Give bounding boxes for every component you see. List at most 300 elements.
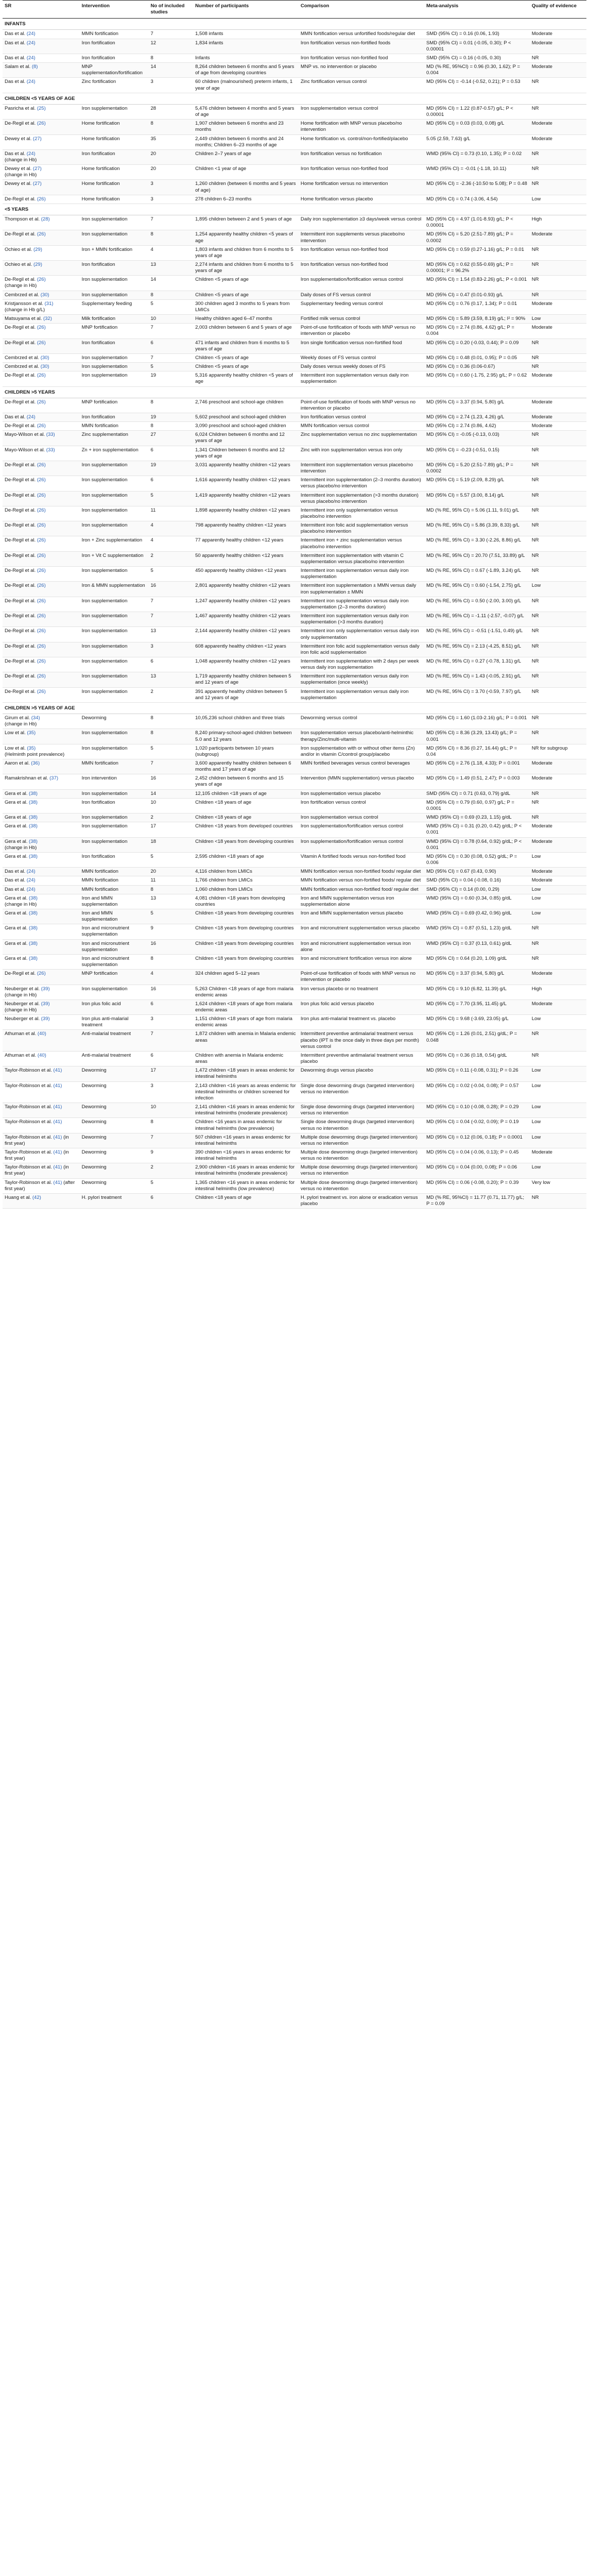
reference-link[interactable]: (33) [46, 447, 55, 453]
cell-quality: NR [530, 506, 586, 521]
cell-intervention: Iron fortification [80, 149, 149, 164]
cell-comparison: Iron plus anti-malarial treatment vs. placebo [299, 1015, 424, 1030]
cell-meta-analysis: SMD (95% CI) = 0.04 (-0.08, 0.16) [424, 876, 530, 885]
reference-link[interactable]: (38) [29, 823, 38, 829]
cell-intervention: MMN fortification [80, 30, 149, 39]
reference-link[interactable]: (41) [53, 1149, 62, 1155]
cell-sr: Salam et al. (8) [3, 63, 80, 78]
cell-comparison: Single dose deworming drugs (targeted intervention) versus no intervention [299, 1081, 424, 1103]
cell-included-studies: 14 [149, 276, 194, 291]
cell-participants: Healthy children aged 6–47 months [193, 315, 299, 324]
reference-link[interactable]: (24) [26, 55, 36, 61]
table-row [3, 939, 586, 954]
table-row [3, 413, 586, 421]
cell-participants: 390 children <16 years in areas endemic for intestinal helminths [193, 1148, 299, 1163]
cell-included-studies: 3 [149, 180, 194, 195]
cell-quality: NR [530, 687, 586, 702]
table-row [3, 245, 586, 260]
cell-included-studies: 6 [149, 1193, 194, 1208]
cell-meta-analysis: SMD (95% CI) = 0.16 (-0.05, 0.30) [424, 54, 530, 62]
cell-comparison: Intermittent iron supplementation versus daily iron supplementation [299, 687, 424, 702]
reference-link[interactable]: (40) [37, 1031, 46, 1037]
cell-intervention: Iron supplementation [80, 837, 149, 852]
reference-link[interactable]: (28) [41, 216, 50, 223]
cell-sr: De-Regil et al. (26) [3, 970, 80, 985]
table-row [3, 567, 586, 582]
cell-quality: Moderate [530, 868, 586, 876]
reference-link[interactable]: (24) [26, 886, 36, 892]
reference-link[interactable]: (41) [53, 1179, 62, 1185]
cell-participants: 450 apparently healthy children <12 years [193, 567, 299, 582]
cell-comparison: MMN fortification versus unfortified foods/regular diet [299, 30, 424, 39]
cell-sr: De-Regil et al. (26) [3, 687, 80, 702]
cell-quality: NR [530, 612, 586, 627]
cell-included-studies: 4 [149, 536, 194, 551]
cell-quality: Low [530, 582, 586, 597]
cell-participants: 2,274 infants and children from 6 months to 5 years of age [193, 261, 299, 276]
reference-link[interactable]: (38) [29, 838, 38, 844]
table-row [3, 1118, 586, 1133]
cell-sr: Das et al. (24) [3, 876, 80, 885]
cell-comparison: Vitamin A fortified foods versus non-fortified food [299, 852, 424, 867]
cell-comparison: Intervention (MMN supplementation) versus placebo [299, 774, 424, 789]
cell-participants: 60 children (malnourished) preterm infants, 1 year of age [193, 78, 299, 93]
reference-link[interactable]: (26) [37, 477, 46, 483]
cell-participants: Children <18 years from developing countries [193, 924, 299, 939]
cell-quality: High [530, 215, 586, 230]
cell-comparison: Iron supplementation versus control [299, 814, 424, 822]
reference-link[interactable]: (38) [29, 925, 38, 931]
cell-meta-analysis: MD (95% CI) = 0.36 (0.06-0.67) [424, 363, 530, 371]
cell-included-studies: 8 [149, 120, 194, 134]
cell-sr: Matsuyama et al. (32) [3, 315, 80, 324]
reference-link[interactable]: (26) [37, 658, 46, 664]
cell-meta-analysis: MD (95% CI) = 1.22 (0.87-0.57) g/L; P < 0.00001 [424, 104, 530, 119]
cell-comparison: Iron fortification versus control [299, 798, 424, 813]
table-row [3, 120, 586, 134]
cell-sr: De-Regil et al. (26) [3, 324, 80, 338]
reference-link[interactable]: (26) [37, 121, 46, 127]
reference-link[interactable]: (26) [37, 552, 46, 558]
cell-included-studies: 16 [149, 939, 194, 954]
reference-link[interactable]: (26) [37, 522, 46, 529]
cell-intervention: Home fortification [80, 134, 149, 149]
reference-link[interactable]: (26) [37, 613, 46, 619]
reference-link[interactable]: (38) [29, 955, 38, 961]
cell-comparison: Zinc with iron supplementation versus iron only [299, 446, 424, 461]
cell-participants: 1,419 apparently healthy children <12 years [193, 491, 299, 506]
cell-included-studies: 6 [149, 446, 194, 461]
cell-included-studies: 14 [149, 63, 194, 78]
cell-participants: 798 apparently healthy children <12 years [193, 521, 299, 536]
cell-quality: Moderate [530, 876, 586, 885]
reference-link[interactable]: (8) [31, 64, 38, 70]
reference-link[interactable]: (39) [41, 1016, 50, 1022]
reference-link[interactable]: (26) [37, 399, 46, 405]
table-row [3, 885, 586, 894]
table-row [3, 798, 586, 813]
cell-comparison: Iron supplementation/fortification versus control [299, 837, 424, 852]
table-row [3, 876, 586, 885]
cell-sr: Gera et al. (38) [3, 909, 80, 924]
reference-link[interactable]: (26) [37, 372, 46, 379]
cell-intervention: Iron supplementation [80, 789, 149, 798]
cell-quality: NR [530, 954, 586, 969]
cell-comparison: Zinc fortification versus control [299, 78, 424, 93]
cell-participants: 1,803 infants and children from 6 months to 5 years of age [193, 245, 299, 260]
cell-comparison: Iron and micronutrient fortification versus iron alone [299, 954, 424, 969]
cell-intervention: Iron supplementation [80, 506, 149, 521]
cell-participants: 5,476 children between 4 months and 5 years of age [193, 104, 299, 119]
evidence-table [3, 0, 586, 1209]
cell-included-studies: 2 [149, 687, 194, 702]
cell-meta-analysis: MD (% RE, 95% CI) = 3.70 (-0.59, 7.97) g/L [424, 687, 530, 702]
cell-quality: Very low [530, 1178, 586, 1193]
header-intervention: Intervention [80, 1, 149, 19]
cell-quality: Moderate [530, 837, 586, 852]
cell-participants: Children <18 years of age [193, 814, 299, 822]
table-row [3, 476, 586, 491]
cell-participants: 2,452 children between 6 months and 15 years of age [193, 774, 299, 789]
cell-meta-analysis: MD (95% CI) = 0.79 (0.60, 0.97) g/L; P = 0.0001 [424, 798, 530, 813]
cell-comparison: Intermittent iron folic acid supplementation versus placebo/no intervention [299, 521, 424, 536]
cell-meta-analysis: MD (95% CI) = 5.19 (2.09, 8.29) g/L [424, 476, 530, 491]
cell-quality: Moderate [530, 1148, 586, 1163]
cell-participants: 1,508 infants [193, 30, 299, 39]
reference-link[interactable]: (41) [53, 1119, 62, 1125]
cell-intervention: Iron supplementation [80, 814, 149, 822]
reference-link[interactable]: (32) [43, 316, 52, 322]
cell-quality: Low [530, 1118, 586, 1133]
reference-link[interactable]: (26) [37, 673, 46, 680]
cell-comparison: Home fortification vs. control/non-fortified/placebo [299, 134, 424, 149]
reference-link[interactable]: (41) [53, 1164, 62, 1171]
cell-meta-analysis: MD (95% CI) = 0.64 (0.20, 1.09) g/dL [424, 954, 530, 969]
cell-meta-analysis: MD (95% CI) = 1.60 (1.03-2.16) g/L; P = 0.001 [424, 714, 530, 729]
table-row [3, 521, 586, 536]
reference-link[interactable]: (41) [53, 1082, 62, 1089]
table-row [3, 657, 586, 672]
cell-quality: NR [530, 461, 586, 476]
reference-link[interactable]: (41) [53, 1104, 62, 1110]
reference-link[interactable]: (38) [29, 940, 38, 946]
reference-link[interactable]: (24) [26, 414, 36, 420]
reference-link[interactable]: (26) [37, 196, 46, 202]
table-row [3, 894, 586, 909]
cell-meta-analysis: MD (95% CI) = 2.76 (1.18, 4.33); P = 0.001 [424, 759, 530, 774]
cell-quality: Low [530, 1103, 586, 1118]
reference-link[interactable]: (26) [37, 507, 46, 513]
cell-meta-analysis: MD (95% CI) = 0.67 (0.43, 0.90) [424, 868, 530, 876]
cell-comparison: Deworming drugs versus placebo [299, 1066, 424, 1081]
cell-intervention: Iron + Zinc supplementation [80, 536, 149, 551]
cell-participants: 1,247 apparently healthy children <12 years [193, 597, 299, 612]
reference-link[interactable]: (39) [41, 986, 50, 992]
cell-meta-analysis: MD (95% CI) = 1.54 (0.83-2.26) g/L; P < 0.001 [424, 276, 530, 291]
cell-intervention: Home fortification [80, 120, 149, 134]
cell-participants: 2,595 children <18 years of age [193, 852, 299, 867]
reference-link[interactable]: (26) [37, 598, 46, 604]
cell-comparison: Intermittent iron supplementation with vitamin C supplementation versus placebo/no intervention [299, 551, 424, 566]
cell-intervention: H. pylori treatment [80, 1193, 149, 1208]
cell-intervention: Deworming [80, 1148, 149, 1163]
cell-comparison: Iron supplementation versus placebo [299, 789, 424, 798]
cell-intervention: MNP fortification [80, 970, 149, 985]
cell-included-studies: 5 [149, 567, 194, 582]
reference-link[interactable]: (26) [37, 462, 46, 468]
cell-meta-analysis: SMD (95% CI) = 0.14 (0.00, 0.29) [424, 885, 530, 894]
cell-sr: Dewey et al. (27) [3, 180, 80, 195]
reference-link[interactable]: (40) [37, 1052, 46, 1058]
reference-link[interactable]: (24) [26, 869, 36, 875]
cell-sr: Das et al. (24) [3, 885, 80, 894]
reference-link[interactable]: (37) [49, 775, 59, 782]
cell-quality: NR [530, 476, 586, 491]
cell-meta-analysis: MD (95% CI) = 1.26 (0.01, 2.51) g/dL; P = 0.048 [424, 1030, 530, 1051]
cell-comparison: Intermittent iron supplementation (2–3 months duration) versus placebo/no intervention [299, 476, 424, 491]
cell-sr: De-Regil et al. (26) [3, 521, 80, 536]
cell-sr: De-Regil et al. (26) [3, 461, 80, 476]
cell-comparison: Single dose deworming drugs (targeted intervention) versus no intervention [299, 1118, 424, 1133]
cell-meta-analysis: SMD (95% CI) = 0.16 (0.06, 1.93) [424, 30, 530, 39]
reference-link[interactable]: (25) [37, 105, 46, 111]
cell-sr: De-Regil et al. (26) [3, 582, 80, 597]
table-row [3, 1015, 586, 1030]
cell-quality: NR [530, 627, 586, 642]
cell-sr: Taylor-Robinson et al. (41) [3, 1066, 80, 1081]
cell-included-studies: 27 [149, 431, 194, 446]
cell-participants: 1,254 apparently healthy children <5 years of age [193, 230, 299, 245]
reference-link[interactable]: (26) [37, 231, 46, 238]
table-row [3, 1163, 586, 1178]
cell-participants: 2,141 children <16 years in areas endemic for intestinal helminths (moderate prevalence) [193, 1103, 299, 1118]
table-row [3, 924, 586, 939]
reference-link[interactable]: (26) [37, 423, 46, 429]
reference-link[interactable]: (26) [37, 583, 46, 589]
reference-link[interactable]: (26) [37, 971, 46, 977]
table-row [3, 1148, 586, 1163]
cell-meta-analysis: MD (95% CI) = 0.04 (0.00, 0.08); P = 0.06 [424, 1163, 530, 1178]
cell-quality: NR [530, 924, 586, 939]
cell-intervention: Iron supplementation [80, 729, 149, 744]
reference-link[interactable]: (24) [26, 31, 36, 37]
cell-meta-analysis: MD (95% CI) = 4.97 (1.01-8.93) g/L; P < 0.00001 [424, 215, 530, 230]
table-row [3, 627, 586, 642]
cell-quality: Low [530, 894, 586, 909]
reference-link[interactable]: (41) [53, 1134, 62, 1140]
cell-quality: NR for subgroup [530, 744, 586, 759]
cell-participants: 12,105 children <18 years of age [193, 789, 299, 798]
reference-link[interactable]: (30) [40, 364, 49, 370]
cell-intervention: Iron supplementation [80, 363, 149, 371]
reference-link[interactable]: (38) [29, 790, 38, 796]
cell-quality: NR [530, 789, 586, 798]
reference-link[interactable]: (26) [37, 325, 46, 331]
reference-link[interactable]: (31) [44, 300, 54, 307]
cell-sr: De-Regil et al. (26) [3, 672, 80, 687]
cell-quality: Moderate [530, 324, 586, 338]
cell-included-studies: 7 [149, 324, 194, 338]
cell-sr: Mayo-Wilson et al. (33) [3, 446, 80, 461]
cell-participants: Children <5 years of age [193, 363, 299, 371]
table-row [3, 315, 586, 324]
reference-link[interactable]: (42) [32, 1194, 41, 1200]
reference-link[interactable]: (24) [26, 40, 36, 46]
reference-link[interactable]: (26) [37, 277, 46, 283]
table-body [3, 19, 586, 1209]
cell-intervention: Iron supplementation [80, 491, 149, 506]
table-row [3, 970, 586, 985]
cell-included-studies: 8 [149, 230, 194, 245]
cell-participants: 5,602 preschool and school-aged children [193, 413, 299, 421]
reference-link[interactable]: (29) [33, 262, 42, 267]
cell-sr: De-Regil et al. (26) [3, 627, 80, 642]
reference-link[interactable]: (27) [32, 135, 42, 142]
cell-sr: Athuman et al. (40) [3, 1051, 80, 1066]
cell-participants: Children <5 years of age [193, 276, 299, 291]
cell-quality: Low [530, 852, 586, 867]
cell-included-studies: 20 [149, 165, 194, 180]
cell-included-studies: 10 [149, 1103, 194, 1118]
reference-link[interactable]: (27) [32, 181, 42, 187]
cell-quality: Low [530, 1015, 586, 1030]
cell-participants: Children 2–7 years of age [193, 149, 299, 164]
cell-intervention: Home fortification [80, 195, 149, 204]
cell-comparison: MMN fortification versus non-fortified foods/ regular diet [299, 868, 424, 876]
reference-link[interactable]: (35) [27, 745, 36, 751]
reference-link[interactable]: (24) [26, 150, 36, 157]
cell-included-studies: 6 [149, 338, 194, 353]
cell-comparison: Iron fortification versus non-fortified food [299, 261, 424, 276]
reference-link[interactable]: (33) [46, 432, 55, 438]
cell-intervention: Iron supplementation [80, 353, 149, 362]
cell-intervention: Deworming [80, 1081, 149, 1103]
reference-link[interactable]: (38) [29, 895, 38, 901]
table-row [3, 868, 586, 876]
reference-link[interactable]: (26) [37, 537, 46, 544]
cell-meta-analysis: WMD (95% CI) = -0.01 (-1.18, 10.11) [424, 165, 530, 180]
cell-included-studies: 3 [149, 1081, 194, 1103]
cell-quality: NR [530, 536, 586, 551]
reference-link[interactable]: (29) [33, 246, 42, 252]
reference-link[interactable]: (26) [37, 568, 46, 574]
reference-link[interactable]: (26) [37, 628, 46, 634]
cell-included-studies: 6 [149, 657, 194, 672]
cell-sr: Das et al. (24) [3, 78, 80, 93]
cell-sr: Das et al. (24) [3, 39, 80, 54]
section-title: <5 YEARS [3, 204, 586, 215]
cell-participants: Children with anemia in Malaria endemic areas [193, 1051, 299, 1066]
reference-link[interactable]: (38) [29, 853, 38, 859]
cell-quality: NR [530, 1030, 586, 1051]
cell-participants: 77 apparently healthy children <12 years [193, 536, 299, 551]
reference-link[interactable]: (26) [37, 688, 46, 694]
reference-link[interactable]: (38) [29, 910, 38, 916]
reference-link[interactable]: (24) [26, 79, 36, 85]
cell-included-studies: 8 [149, 714, 194, 729]
cell-meta-analysis: MD (95% CI) = 0.30 (0.08, 0.52) g/dL; P = 0.006 [424, 852, 530, 867]
cell-sr: De-Regil et al. (26) [3, 551, 80, 566]
cell-intervention: Iron supplementation [80, 687, 149, 702]
cell-included-studies: 19 [149, 413, 194, 421]
reference-link[interactable]: (26) [37, 340, 46, 346]
cell-intervention: Iron and micronutrient supplementation [80, 954, 149, 969]
cell-quality: NR [530, 798, 586, 813]
cell-quality: NR [530, 1051, 586, 1066]
cell-participants: Children <1 year of age [193, 165, 299, 180]
cell-meta-analysis: MD (95% CI) = 0.02 (-0.04, 0.08); P = 0.57 [424, 1081, 530, 1103]
cell-quality: NR [530, 245, 586, 260]
table-row [3, 165, 586, 180]
reference-link[interactable]: (26) [37, 492, 46, 498]
reference-link[interactable]: (30) [40, 354, 49, 361]
cell-quality: NR [530, 729, 586, 744]
reference-link[interactable]: (30) [40, 292, 49, 298]
cell-meta-analysis: WMD (95% CI) = 0.73 (0.10, 1.35); P = 0.02 [424, 149, 530, 164]
cell-participants: 1,898 apparently healthy children <12 years [193, 506, 299, 521]
cell-included-studies: 5 [149, 744, 194, 759]
table-row [3, 353, 586, 362]
table-row [3, 985, 586, 999]
cell-intervention: Iron and micronutrient supplementation [80, 924, 149, 939]
cell-sr: Girum et al. (34) (change in Hb) [3, 714, 80, 729]
cell-participants: Children <18 years of age [193, 1193, 299, 1208]
table-row [3, 774, 586, 789]
cell-intervention: Iron plus anti-malarial treatment [80, 1015, 149, 1030]
reference-link[interactable]: (36) [31, 760, 40, 766]
cell-included-studies: 20 [149, 868, 194, 876]
cell-sr: Athuman et al. (40) [3, 1030, 80, 1051]
reference-link[interactable]: (35) [27, 730, 36, 736]
cell-comparison: Intermittent iron supplementation versus daily iron supplementation (once weekly) [299, 672, 424, 687]
cell-meta-analysis: MD (% RE, 95%CI) = 0.96 (0.30, 1.62); P = 0.004 [424, 63, 530, 78]
cell-meta-analysis: MD (% RE, 95% CI) = 1.43 (-0.05, 2.91) g/L [424, 672, 530, 687]
cell-participants: Children <18 years from developing countries [193, 909, 299, 924]
cell-meta-analysis: MD (% RE, 95% CI) = 5.86 (3.39, 8.33) g/L [424, 521, 530, 536]
section-header-row [3, 386, 586, 398]
cell-intervention: Zn + iron supplementation [80, 446, 149, 461]
cell-included-studies: 9 [149, 924, 194, 939]
reference-link[interactable]: (34) [31, 715, 40, 721]
cell-meta-analysis: WMD (95% CI) = 0.87 (0.51, 1.23) g/dL [424, 924, 530, 939]
cell-participants: 2,143 children <16 years as areas endemic for intestinal helminths or children screened for infection [193, 1081, 299, 1103]
reference-link[interactable]: (26) [37, 643, 46, 649]
reference-link[interactable]: (39) [41, 1001, 50, 1007]
reference-link[interactable]: (41) [53, 1067, 62, 1074]
table-row [3, 687, 586, 702]
cell-sr: Das et al. (24) (change in Hb) [3, 149, 80, 164]
cell-comparison: Point-of-use fortification of foods with MNP versus no intervention or placebo [299, 970, 424, 985]
reference-link[interactable]: (38) [29, 815, 38, 821]
cell-participants: 1,341 Children between 6 months and 12 years of age [193, 446, 299, 461]
table-row [3, 134, 586, 149]
cell-intervention: Iron supplementation [80, 276, 149, 291]
cell-meta-analysis: MD (95% CI) = 0.06 (-0.08, 0.20); P = 0.39 [424, 1178, 530, 1193]
reference-link[interactable]: (38) [29, 799, 38, 805]
reference-link[interactable]: (24) [26, 877, 36, 884]
cell-sr: De-Regil et al. (26) [3, 371, 80, 386]
reference-link[interactable]: (27) [32, 166, 42, 172]
table-row [3, 491, 586, 506]
table-row [3, 398, 586, 413]
cell-meta-analysis: MD (95% CI) = 0.74 (-3.06, 4.54) [424, 195, 530, 204]
cell-quality: Moderate [530, 999, 586, 1014]
cell-included-studies: 3 [149, 195, 194, 204]
cell-participants: 3,031 apparently healthy children <12 years [193, 461, 299, 476]
cell-quality: NR [530, 431, 586, 446]
cell-participants: 1,719 apparently healthy children between 5 and 12 years of age [193, 672, 299, 687]
table-row [3, 1133, 586, 1148]
